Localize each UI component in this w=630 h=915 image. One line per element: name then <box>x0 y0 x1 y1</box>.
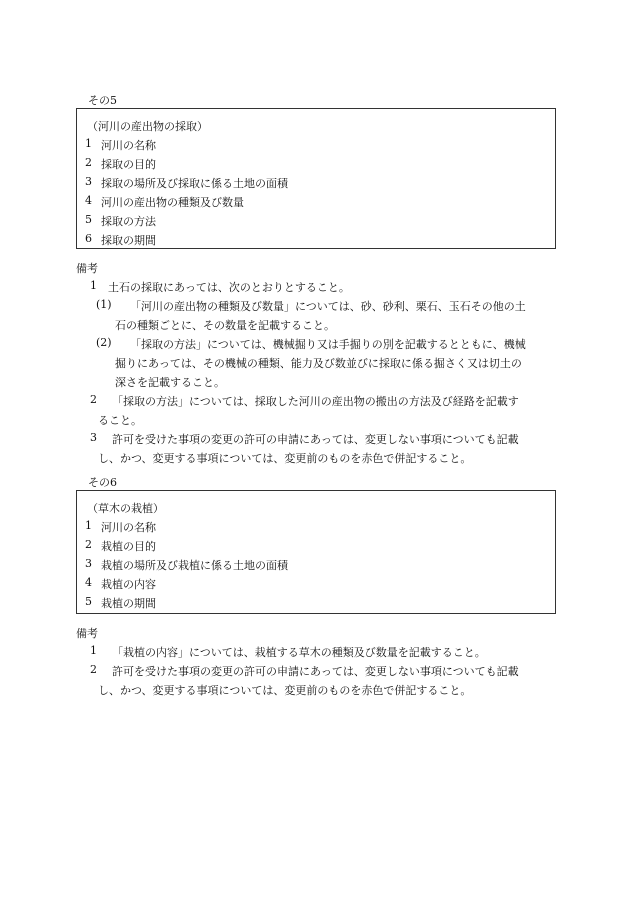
section6-remark-2: 2 許可を受けた事項の変更の許可の申請にあっては、変更しない事項についても記載 <box>90 663 519 678</box>
section5-remark-1-2-cont: 掘りにあっては、その機械の種類、能力及び数並びに採取に係る掘さく又は切土の <box>115 357 522 370</box>
section5-remarks-label: 備考 <box>76 262 98 275</box>
section5-remark-1-2-cont: 深さを記載すること。 <box>115 376 225 389</box>
section5-remark-2: 2 「採取の方法」については、採取した河川の産出物の搬出の方法及び経路を記載す <box>90 393 519 408</box>
section5-title: その5 <box>88 94 117 107</box>
section5-remark-2-cont: ること。 <box>98 414 142 427</box>
section6-box: （草木の栽植） 1 河川の名称 2 栽植の目的 3 栽植の場所及び栽植に係る土地の面積 4 栽植の内容 5 栽植の期間 <box>76 490 556 614</box>
section5-remark-1-1: (1) 「河川の産出物の種類及び数量」については、砂、砂利、栗石、玉石その他の土 <box>96 298 526 313</box>
section5-remark-3-cont: し、かつ、変更する事項については、変更前のものを赤色で併記すること。 <box>98 452 472 465</box>
section5-remark-1-2: (2) 「採取の方法」については、機械掘り又は手掘りの別を記載するとともに、機械 <box>96 336 526 351</box>
section6-remark-2-cont: し、かつ、変更する事項については、変更前のものを赤色で併記すること。 <box>98 684 472 697</box>
section6-remark-1: 1 「栽植の内容」については、栽植する草木の種類及び数量を記載すること。 <box>90 644 486 659</box>
section6-remarks-label: 備考 <box>76 627 98 640</box>
section5-box-heading: （河川の産出物の採取） <box>87 120 208 133</box>
section5-remark-1-1-cont: 石の種類ごとに、その数量を記載すること。 <box>115 319 335 332</box>
section6-box-heading: （草木の栽植） <box>87 502 164 515</box>
section5-remark-3: 3 許可を受けた事項の変更の許可の申請にあっては、変更しない事項についても記載 <box>90 431 519 446</box>
section5-remark-1: 1 土石の採取にあっては、次のとおりとすること。 <box>90 279 350 294</box>
section6-title: その6 <box>88 476 117 489</box>
section5-box: （河川の産出物の採取） 1 河川の名称 2 採取の目的 3 採取の場所及び採取に係る土地の面積 4 河川の産出物の種類及び数量 5 採取の方法 6 採取の期間 <box>76 108 556 249</box>
